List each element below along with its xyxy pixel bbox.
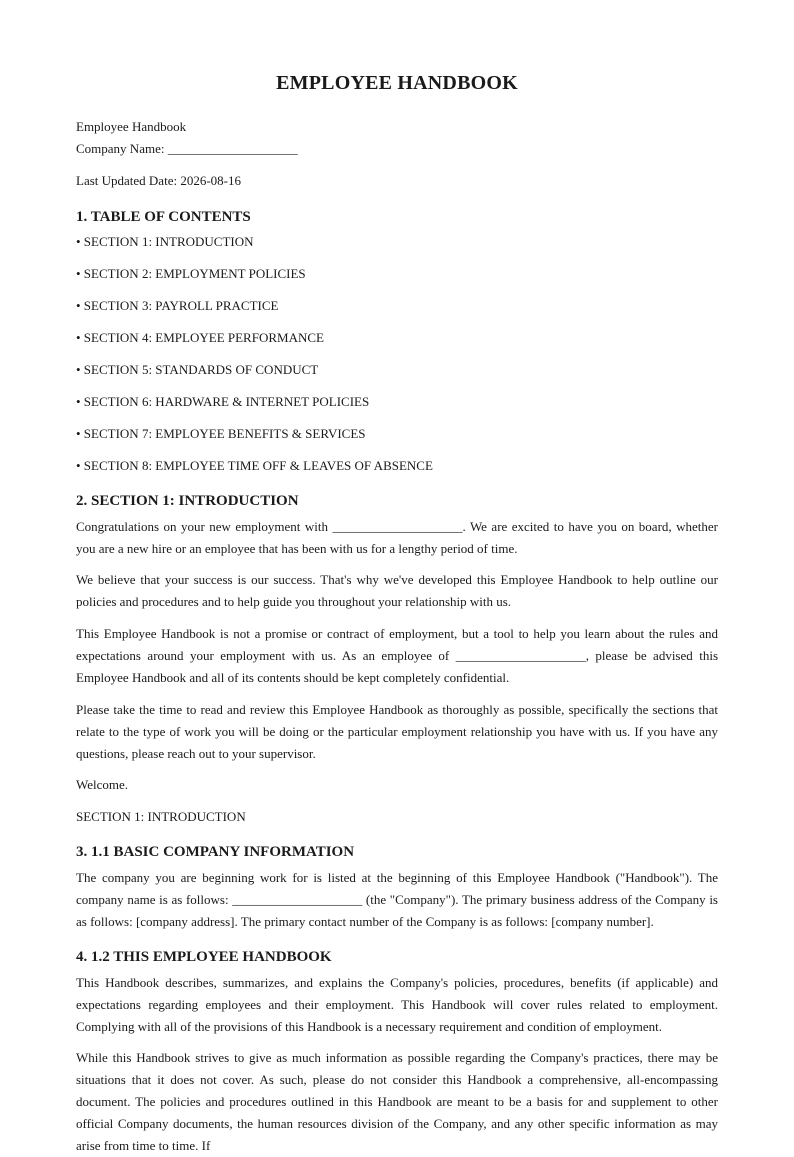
intro-paragraph-review: Please take the time to read and review this Employee Handbook as thoroughly as possible, specifically the sections that relate to the type of work you will be doing or the particular employment relationship you have with us. If you have any questions, please reach out to your supervisor. (76, 702, 718, 761)
company-name-line: Company Name: ____________________ (76, 141, 298, 156)
toc-heading: 1. TABLE OF CONTENTS (76, 209, 251, 225)
toc-item-section-4: • SECTION 4: EMPLOYEE PERFORMANCE (76, 330, 324, 345)
intro-paragraph-success: We believe that your success is our success. That's why we've developed this Employee Handbook to help outline our policies and procedures and to help guide you throughout your relationship with us. (76, 572, 718, 609)
section-1-2-heading: 4. 1.2 THIS EMPLOYEE HANDBOOK (76, 949, 332, 965)
table-of-contents (76, 231, 718, 477)
document-page (76, 0, 718, 1157)
intro-paragraph-congratulations: Congratulations on your new employment with ____________________. We are excited to have you on board, whether you are a new hire or an employee that has been with us for a lengthy period of time. (76, 519, 718, 556)
section-1-body (76, 516, 718, 828)
intro-paragraph-not-contract: This Employee Handbook is not a promise or contract of employment, but a tool to help you learn about the rules and expectations around your employment with us. As an employee of ____________________, please be advised this Employee Handbook and all of its contents should be kept completely confidential. (76, 626, 718, 685)
document-title: EMPLOYEE HANDBOOK (276, 72, 518, 94)
section-1-2-body (76, 972, 718, 1157)
toc-item-section-8: • SECTION 8: EMPLOYEE TIME OFF & LEAVES OF ABSENCE (76, 458, 433, 473)
last-updated-date: Last Updated Date: 2026-08-16 (76, 173, 241, 188)
toc-item-section-5: • SECTION 5: STANDARDS OF CONDUCT (76, 362, 319, 377)
toc-item-section-6: • SECTION 6: HARDWARE & INTERNET POLICIES (76, 394, 370, 409)
basic-info-paragraph: The company you are beginning work for is listed at the beginning of this Employee Handbook ("Handbook"). The company name is as follows: ____________________ (the "Company"). The primary business address of the Company is as follows: [company address]. The primary contact number of the Company is as follows: [company number]. (76, 870, 718, 929)
toc-item-section-3: • SECTION 3: PAYROLL PRACTICE (76, 298, 279, 313)
section-1-1-body (76, 867, 718, 933)
handbook-paragraph-limitations: While this Handbook strives to give as much information as possible regarding the Company's practices, there may be situations that it does not cover. As such, please do not consider this Handbook a comprehensive, all-encompassing document. The policies and procedures outlined in this Handbook are meant to be a basis for and supplement to other official Company documents, the human resources division of the Company, and any other specific information as may arise from time to time. If (76, 1050, 718, 1153)
toc-item-section-2: • SECTION 2: EMPLOYMENT POLICIES (76, 266, 306, 281)
handbook-paragraph-describes: This Handbook describes, summarizes, and explains the Company's policies, procedures, benefits (if applicable) and expectations regarding employees and their employment. This Handbook will cover rules related to employment. Complying with all of the provisions of this Handbook is a necessary requirement and condition of employment. (76, 975, 718, 1034)
intro-section-label: SECTION 1: INTRODUCTION (76, 809, 246, 824)
document-meta (76, 116, 718, 192)
section-1-1-heading: 3. 1.1 BASIC COMPANY INFORMATION (76, 844, 355, 860)
toc-item-section-1: • SECTION 1: INTRODUCTION (76, 234, 254, 249)
toc-item-section-7: • SECTION 7: EMPLOYEE BENEFITS & SERVICES (76, 426, 366, 441)
section-1-heading: 2. SECTION 1: INTRODUCTION (76, 493, 299, 509)
intro-paragraph-welcome: Welcome. (76, 777, 129, 792)
document-subtitle: Employee Handbook (76, 119, 187, 134)
